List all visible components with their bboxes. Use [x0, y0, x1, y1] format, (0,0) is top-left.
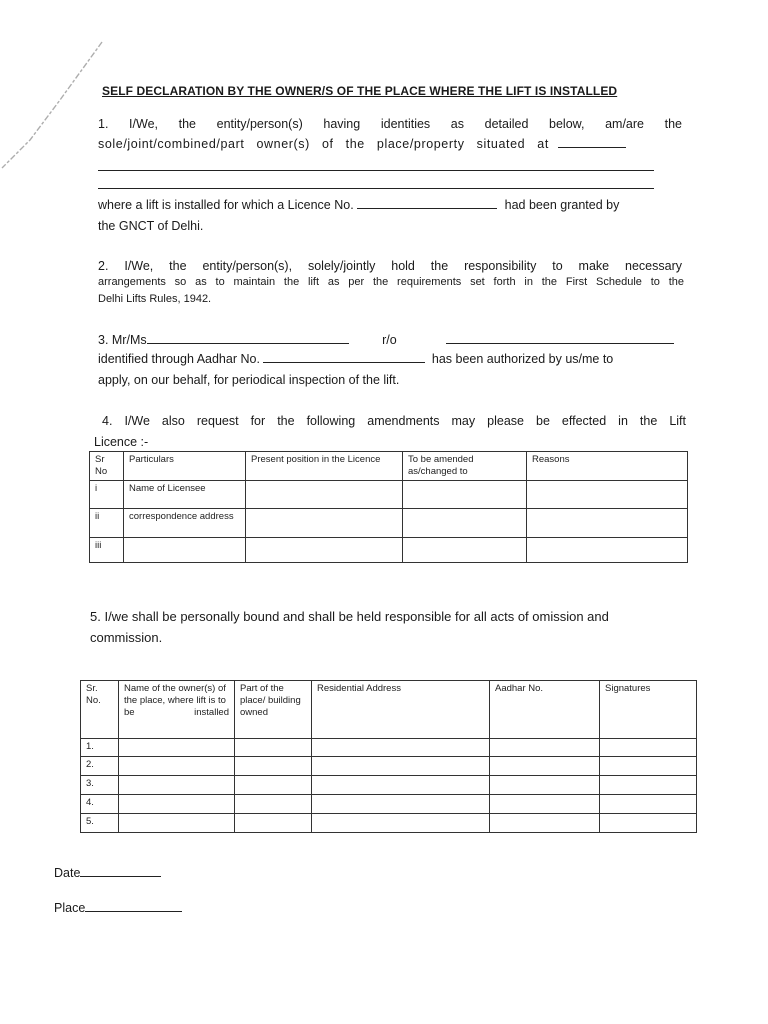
table-row [90, 481, 688, 509]
para3-ro-label: r/o [382, 333, 397, 347]
amendments-header-row [90, 452, 688, 481]
owner-sr-cell: 1. [81, 739, 119, 757]
address-rule-1[interactable] [98, 170, 654, 171]
table-row [81, 795, 697, 814]
owner-sr-cell: 3. [81, 776, 119, 795]
owner-address-cell[interactable] [312, 795, 490, 814]
owner-part-cell[interactable] [235, 757, 312, 776]
amend-reason-cell[interactable] [527, 509, 688, 538]
owner-part-cell[interactable] [235, 739, 312, 757]
owner-signature-cell[interactable] [600, 776, 697, 795]
date-line [54, 864, 161, 880]
owner-name-cell[interactable] [119, 795, 235, 814]
table-row [90, 538, 688, 563]
para4-line2: Licence :- [94, 435, 149, 449]
owner-part-cell[interactable] [235, 795, 312, 814]
page-title: SELF DECLARATION BY THE OWNER/S OF THE PLACE WHERE THE LIFT IS INSTALLED [102, 84, 618, 98]
owner-sr-cell: 4. [81, 795, 119, 814]
amend-col-sr: Sr No [90, 452, 124, 481]
amend-change-cell[interactable] [403, 538, 527, 563]
amend-present-cell[interactable] [246, 481, 403, 509]
owner-address-cell[interactable] [312, 757, 490, 776]
owner-col-name: Name of the owner(s) of the place, where lift is to be installed [119, 681, 235, 739]
amend-col-particulars: Particulars [124, 452, 246, 481]
table-row [90, 509, 688, 538]
aadhar-no-blank[interactable] [263, 350, 425, 363]
place-line [54, 899, 182, 915]
para3-line1 [98, 330, 682, 350]
owner-col-part: Part of the place/ building owned [235, 681, 312, 739]
para1-line1: 1. I/We, the entity/person(s) having identities as detailed below, am/are the [98, 117, 682, 131]
amend-col-present: Present position in the Licence [246, 452, 403, 481]
owner-address-cell[interactable] [312, 739, 490, 757]
licence-no-blank[interactable] [357, 196, 497, 209]
para1-line3-text-b: had been granted by [504, 198, 620, 212]
owners-table [80, 680, 697, 833]
amend-col-amended: To be amended as/changed to [403, 452, 527, 481]
para5-line2: commission. [90, 630, 163, 645]
owner-aadhar-cell[interactable] [490, 795, 600, 814]
date-blank[interactable] [80, 864, 161, 877]
para1-line4: the GNCT of Delhi. [98, 219, 204, 233]
para3-line2-text-b: has been authorized by us/me to [431, 352, 614, 366]
para1-line2 [98, 134, 682, 154]
para4-line1: 4. I/We also request for the following amendments may please be effected in the Lift [102, 414, 686, 428]
owner-part-cell[interactable] [235, 814, 312, 833]
authorized-person-name-blank[interactable] [147, 331, 349, 344]
owner-col-aadhar: Aadhar No. [490, 681, 600, 739]
place-blank[interactable] [85, 899, 182, 912]
owner-name-cell[interactable] [119, 757, 235, 776]
owner-aadhar-cell[interactable] [490, 739, 600, 757]
para1-line3-text-a: where a lift is installed for which a Licence No. [98, 198, 354, 212]
para2-line2: arrangements so as to maintain the lift as per the requirements set forth in the First Schedule to the [98, 276, 684, 288]
owner-col-address: Residential Address [312, 681, 490, 739]
amend-sr-cell: i [90, 481, 124, 509]
para1-line2-text: sole/joint/combined/part owner(s) of the place/property situated at [98, 137, 549, 151]
amend-sr-cell: ii [90, 509, 124, 538]
owner-col-sr: Sr. No. [81, 681, 119, 739]
place-label: Place [54, 901, 86, 915]
amend-change-cell[interactable] [403, 481, 527, 509]
owner-signature-cell[interactable] [600, 739, 697, 757]
date-label: Date [54, 866, 81, 880]
owner-aadhar-cell[interactable] [490, 814, 600, 833]
amend-reason-cell[interactable] [527, 538, 688, 563]
amend-present-cell[interactable] [246, 538, 403, 563]
address-rule-2[interactable] [98, 188, 654, 189]
amend-col-reasons: Reasons [527, 452, 688, 481]
amend-particular-cell: correspondence address [124, 509, 246, 538]
amend-present-cell[interactable] [246, 509, 403, 538]
owner-name-cell[interactable] [119, 814, 235, 833]
para3-name-label: 3. Mr/Ms [98, 333, 147, 347]
para1-line3 [98, 195, 682, 215]
owner-address-cell[interactable] [312, 776, 490, 795]
owner-name-cell[interactable] [119, 776, 235, 795]
amend-particular-cell: Name of Licensee [124, 481, 246, 509]
owner-part-cell[interactable] [235, 776, 312, 795]
owner-sr-cell: 5. [81, 814, 119, 833]
para2-line1: 2. I/We, the entity/person(s), solely/jointly hold the responsibility to make necessary [98, 259, 682, 273]
owner-aadhar-cell[interactable] [490, 776, 600, 795]
table-row [81, 814, 697, 833]
owner-signature-cell[interactable] [600, 814, 697, 833]
residence-blank[interactable] [446, 331, 674, 344]
owner-address-cell[interactable] [312, 814, 490, 833]
owner-col-signatures: Signatures [600, 681, 697, 739]
owner-signature-cell[interactable] [600, 795, 697, 814]
owner-name-cell[interactable] [119, 739, 235, 757]
para5-line1: 5. I/we shall be personally bound and shall be held responsible for all acts of omission and [90, 609, 609, 624]
amend-particular-cell[interactable] [124, 538, 246, 563]
table-row [81, 739, 697, 757]
amendments-table [89, 451, 688, 563]
scan-streak-mark [0, 40, 110, 170]
amend-reason-cell[interactable] [527, 481, 688, 509]
para3-line2-text-a: identified through Aadhar No. [98, 352, 260, 366]
table-row [81, 757, 697, 776]
para2-line3: Delhi Lifts Rules, 1942. [98, 293, 212, 305]
owner-signature-cell[interactable] [600, 757, 697, 776]
para3-line3: apply, on our behalf, for periodical inspection of the lift. [98, 373, 400, 387]
owner-aadhar-cell[interactable] [490, 757, 600, 776]
amend-sr-cell: iii [90, 538, 124, 563]
property-location-blank[interactable] [558, 135, 626, 148]
owner-sr-cell: 2. [81, 757, 119, 776]
table-row [81, 776, 697, 795]
owners-header-row [81, 681, 697, 739]
para3-line2 [98, 349, 682, 369]
amend-change-cell[interactable] [403, 509, 527, 538]
